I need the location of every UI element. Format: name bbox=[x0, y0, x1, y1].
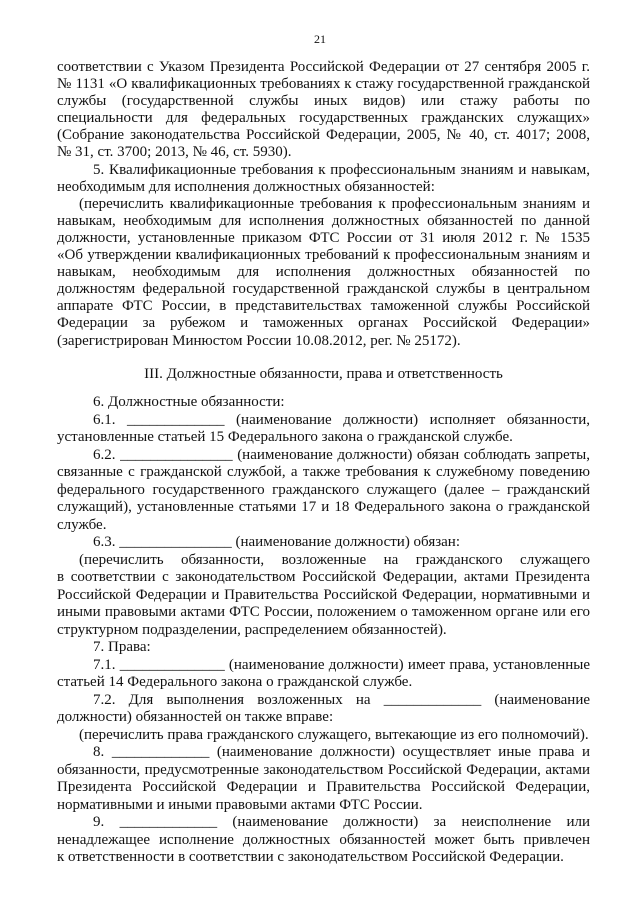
text-line: соответствии с Указом Президента Российской Федерации от 27 сентября 2005 г. bbox=[57, 59, 590, 75]
text-line: 8. _____________ (наименование должности) осуществляет иные права и bbox=[93, 744, 590, 760]
text-line: № 1131 «О квалификационных требованиях к стажу государственной гражданской bbox=[57, 76, 590, 93]
paragraph bbox=[57, 692, 590, 727]
paragraph bbox=[57, 412, 590, 447]
text-line: 6.1. _____________ (наименование должности) исполняет обязанности, bbox=[93, 411, 590, 428]
text-line: Российской Федерации и Правительства Российской Федерации, нормативными и bbox=[57, 586, 590, 603]
text-line: должности, установленные приказом ФТС России от 31 июля 2012 г. № 1535 bbox=[57, 229, 590, 246]
paragraph bbox=[57, 727, 590, 745]
text-line: в соответствии с законодательством Российской Федерации, актами Президента bbox=[57, 569, 590, 585]
paragraph bbox=[57, 394, 590, 412]
paragraph bbox=[57, 59, 590, 162]
text-line: 9. _____________ (наименование должности) за неисполнение или bbox=[93, 814, 590, 830]
text-line: 6.2. _______________ (наименование должности) обязан соблюдать запреты, bbox=[93, 446, 590, 463]
text-line: должности) обязанностей он также вправе: bbox=[57, 709, 334, 725]
paragraph bbox=[57, 196, 590, 350]
text-line: (перечислить права гражданского служащего, вытекающие из его полномочий). bbox=[79, 726, 589, 743]
text-line: ненадлежащее исполнение должностных обязанностей может быть привлечен bbox=[57, 831, 590, 848]
paragraph bbox=[57, 744, 590, 814]
text-line: «Об утверждении квалификационных требований к профессиональным знаниям и bbox=[57, 247, 590, 264]
paragraph bbox=[57, 639, 590, 657]
section-heading: III. Должностные обязанности, права и ответственность bbox=[144, 366, 503, 382]
text-line: 7.1. ______________ (наименование должности) имеет права, установленные bbox=[93, 656, 590, 673]
text-line: 7.2. Для выполнения возложенных на _____________ (наименование bbox=[93, 691, 590, 708]
text-line: (Собрание законодательства Российской Федерации, 2005, № 40, ст. 4017; 2008, bbox=[57, 127, 590, 144]
text-line: службе. bbox=[57, 516, 107, 533]
text-line: статьей 14 Федерального закона о гражданской службе. bbox=[57, 674, 413, 690]
text-line: необходимым для исполнения должностных обязанностей: bbox=[57, 178, 435, 195]
text-line: Президента Российской Федерации и Правительства Российской Федерации, bbox=[57, 779, 590, 795]
text-line: (зарегистрирован Минюстом России 10.08.2012, рег. № 25172). bbox=[57, 332, 461, 349]
text-block-duties-rights bbox=[57, 394, 590, 867]
paragraph bbox=[57, 814, 590, 867]
paragraph bbox=[57, 162, 590, 196]
text-line: обязанности, предусмотренные законодательством Российской Федерации, актами bbox=[57, 761, 590, 778]
text-line: 6.3. _______________ (наименование должности) обязан: bbox=[93, 534, 460, 550]
text-line: 6. Должностные обязанности: bbox=[93, 394, 285, 410]
text-line: аппарате ФТС России, в представительствах таможенной службы Российской bbox=[57, 298, 590, 315]
paragraph bbox=[57, 447, 590, 535]
text-line: установленные статьей 15 Федерального закона о гражданской службе. bbox=[57, 429, 513, 445]
text-line: должностям федеральной государственной гражданской службы в центральном bbox=[57, 281, 590, 298]
text-line: (перечислить обязанности, возложенные на гражданского служащего bbox=[79, 551, 590, 568]
text-line: Федерации за рубежом и таможенных органах Российской Федерации» bbox=[57, 315, 590, 332]
paragraph bbox=[57, 552, 590, 640]
text-line: структурном подразделении, распределением обязанностей). bbox=[57, 621, 447, 638]
text-block-qualifications bbox=[57, 59, 590, 350]
text-line: специальности для федеральных государственных гражданских служащих» bbox=[57, 110, 590, 127]
text-line: № 31, ст. 3700; 2013, № 46, ст. 5930). bbox=[57, 144, 292, 161]
paragraph bbox=[57, 534, 590, 552]
text-line: 7. Права: bbox=[93, 639, 151, 655]
text-line: службы (государственной службы иных видов) или стажу работы по bbox=[57, 93, 590, 110]
text-line: служащий), установленные статьями 17 и 18 Федерального закона о гражданской bbox=[57, 499, 590, 515]
text-line: 5. Квалификационные требования к профессиональным знаниям и навыкам, bbox=[93, 161, 590, 178]
text-line: иными правовыми актами ФТС России, положением о таможенном органе или его bbox=[57, 604, 590, 620]
text-line: навыкам, необходимым для исполнения должностных обязанностей по bbox=[57, 264, 590, 281]
text-line: навыкам, необходимым для исполнения должностных обязанностей по данной bbox=[57, 212, 590, 229]
text-line: к ответственности в соответствии с законодательством Российской Федерации. bbox=[57, 849, 564, 865]
page-number: 21 bbox=[314, 32, 326, 46]
text-line: (перечислить квалификационные требования к профессиональным знаниям и bbox=[79, 195, 590, 212]
text-line: нормативными и иными правовыми актами ФТС России. bbox=[57, 796, 423, 813]
text-line: федерального государственного гражданского служащего (далее – гражданский bbox=[57, 481, 590, 498]
paragraph bbox=[57, 657, 590, 692]
text-line: связанные с гражданской службой, а также требования к служебному поведению bbox=[57, 464, 590, 480]
